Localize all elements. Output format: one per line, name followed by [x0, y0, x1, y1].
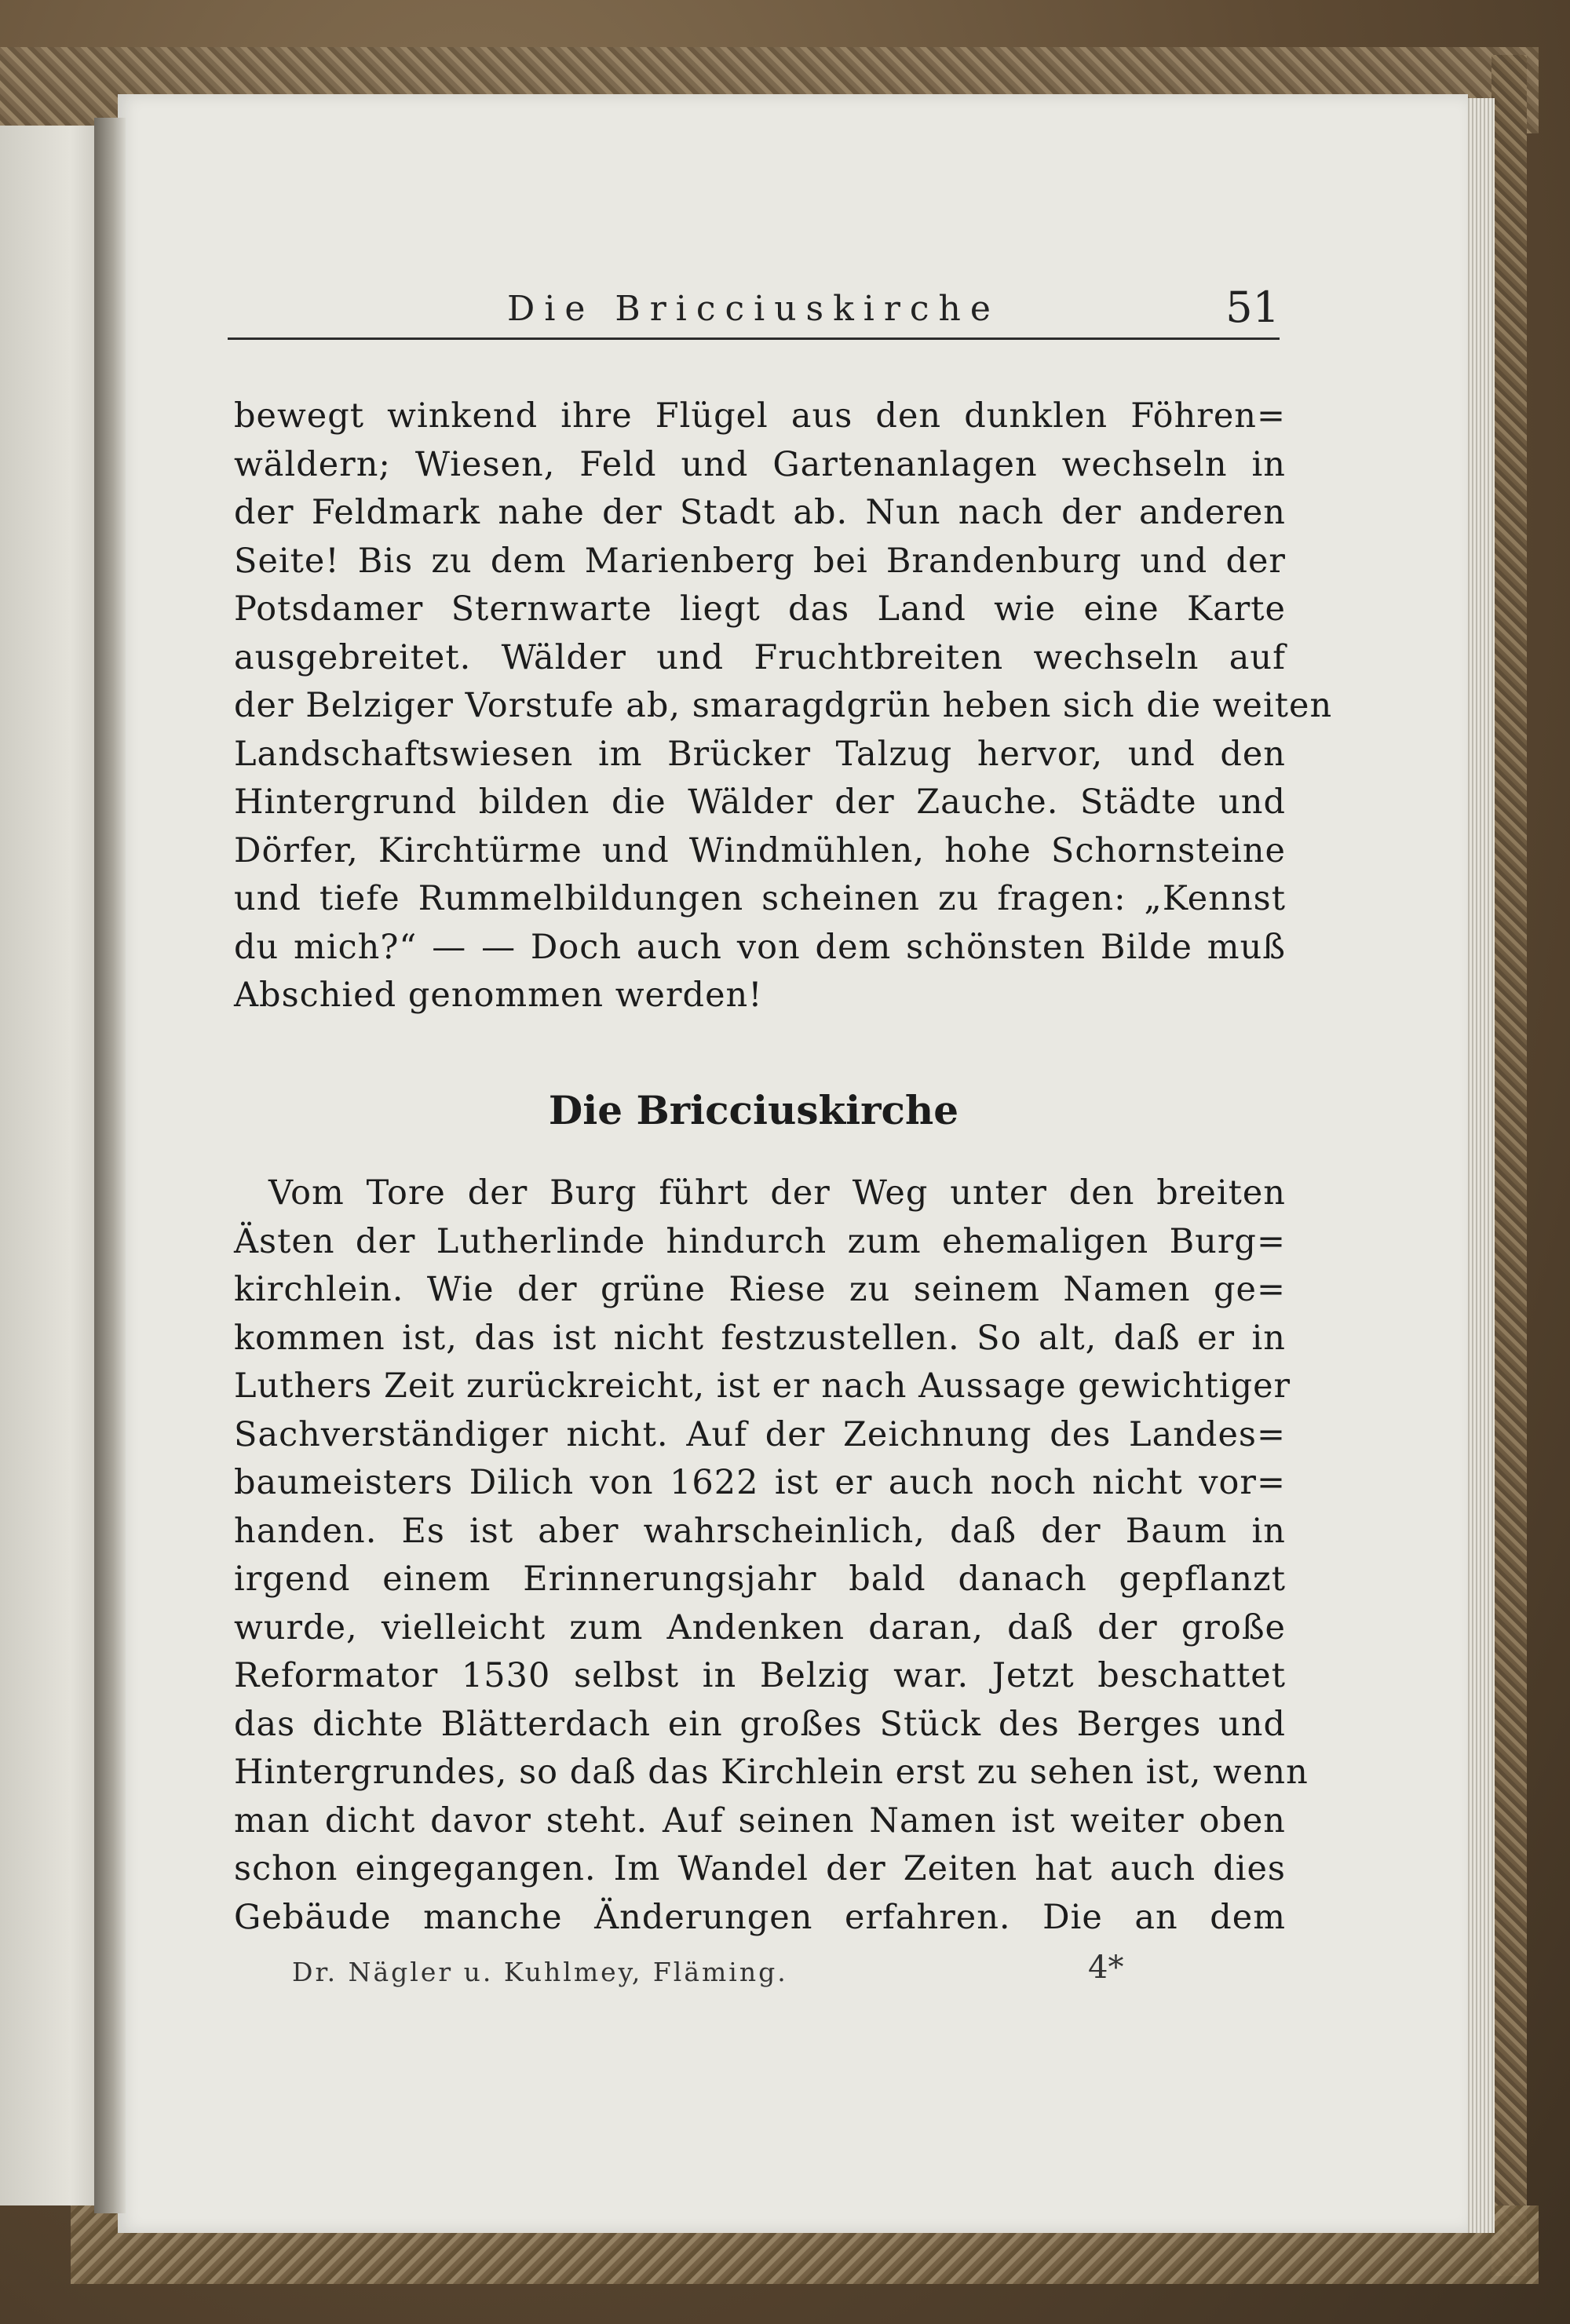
text-line: Vom Tore der Burg führt der Weg unter den breiten: [268, 1173, 1286, 1213]
text-line: irgend einem Erinnerungsjahr bald danach gepflanzt: [234, 1560, 1286, 1599]
paragraph-2: [234, 1169, 1309, 1942]
book-gutter: [94, 118, 126, 2213]
text-line: schon eingegangen. Im Wandel der Zeiten hat auch dies: [234, 1849, 1286, 1888]
text-line: kommen ist, das ist nicht festzustellen. So alt, daß er in: [234, 1318, 1286, 1358]
text-line: Ästen der Lutherlinde hindurch zum ehemaligen Burg=: [234, 1221, 1286, 1261]
text-line: Landschaftswiesen im Brücker Talzug hervor, und den: [234, 734, 1286, 774]
text-line: wurde, vielleicht zum Andenken daran, daß der große: [234, 1607, 1286, 1647]
text-line: Potsdamer Sternwarte liegt das Land wie eine Karte: [234, 589, 1286, 629]
text-line: du mich?“ — — Doch auch von dem schönsten Bilde muß: [234, 927, 1286, 967]
printer-signature: Dr. Nägler u. Kuhlmey, Fläming.: [292, 1957, 788, 1987]
text-line: ausgebreitet. Wälder und Fruchtbreiten wechseln auf: [234, 637, 1286, 677]
text-line: Sachverständiger nicht. Auf der Zeichnung des Landes=: [234, 1414, 1286, 1454]
text-line: das dichte Blätterdach ein großes Stück des Berges und: [234, 1704, 1286, 1744]
page-header: [228, 283, 1280, 340]
text-line: bewegt winkend ihre Flügel aus den dunklen Föhren=: [234, 396, 1286, 436]
paragraph-1: [234, 392, 1333, 1020]
section-heading: Die Bricciuskirche: [548, 1087, 959, 1133]
text-line: Abschied genommen werden!: [234, 976, 763, 1015]
text-line: Reformator 1530 selbst in Belzig war. Jetzt beschattet: [234, 1656, 1286, 1695]
text-line: Luthers Zeit zurückreicht, ist er nach Aussage gewichtiger: [234, 1366, 1291, 1406]
text-line: Dörfer, Kirchtürme und Windmühlen, hohe Schornsteine: [234, 830, 1286, 870]
page-number: 51: [1225, 283, 1280, 332]
running-title: Die Bricciuskirche: [507, 289, 1000, 329]
text-line: Hintergrund bilden die Wälder der Zauche. Städte und: [234, 783, 1286, 822]
text-line: wäldern; Wiesen, Feld und Gartenanlagen wechseln in: [234, 444, 1286, 484]
text-line: baumeisters Dilich von 1622 ist er auch noch nicht vor=: [234, 1463, 1286, 1502]
text-line: Seite! Bis zu dem Marienberg bei Brandenburg und der: [234, 541, 1286, 581]
text-line: kirchlein. Wie der grüne Riese zu seinem Namen ge=: [234, 1270, 1286, 1309]
text-line: der Belziger Vorstufe ab, smaragdgrün heben sich die weiten: [234, 686, 1333, 725]
text-line: Hintergrundes, so daß das Kirchlein erst zu sehen ist, wenn: [234, 1753, 1309, 1792]
text-line: und tiefe Rummelbildungen scheinen zu fragen: „Kennst: [234, 879, 1286, 918]
text-line: handen. Es ist aber wahrscheinlich, daß der Baum in: [234, 1511, 1286, 1551]
cloth-cover-right-edge: [1492, 55, 1527, 2276]
text-line: man dicht davor steht. Auf seinen Namen ist weiter oben: [234, 1800, 1286, 1841]
text-line: der Feldmark nahe der Stadt ab. Nun nach der anderen: [234, 493, 1286, 532]
text-line: Gebäude manche Änderungen erfahren. Die an dem: [234, 1897, 1286, 1937]
sheet-mark: 4*: [1088, 1950, 1124, 1986]
